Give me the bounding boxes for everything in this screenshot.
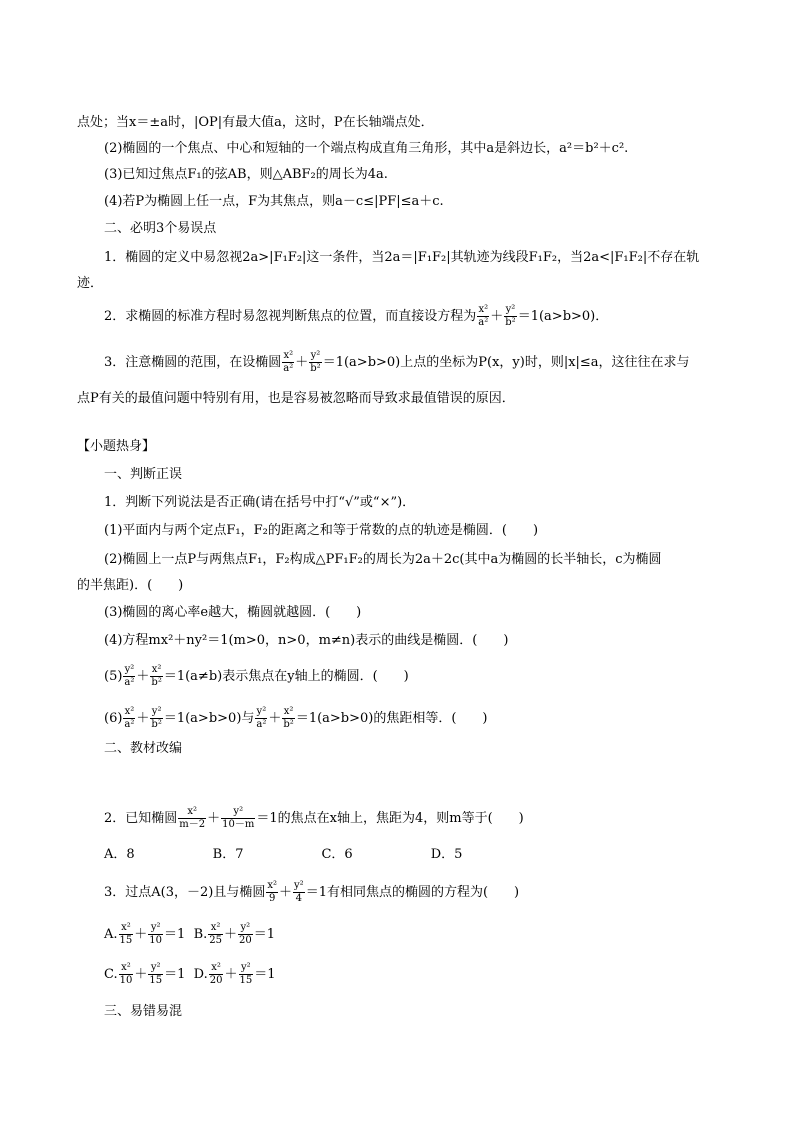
plus-sign: ＋ (224, 967, 238, 982)
question-item (104, 664, 409, 689)
numerator: x² (124, 706, 135, 717)
text-span: ＝1(a>b>0)与 (163, 711, 255, 726)
denominator: 20 (209, 975, 223, 986)
numerator: y² (148, 922, 163, 935)
denominator: b² (283, 719, 294, 730)
option-label: B. (193, 927, 208, 942)
denominator: 4 (295, 893, 303, 904)
numerator: y² (310, 350, 321, 361)
text-span: ＝1(a>b>0)的焦距相等．( ) (295, 711, 488, 726)
fraction (148, 962, 163, 987)
denominator: 10 (119, 975, 133, 986)
denominator: m－2 (179, 819, 206, 830)
denominator: a² (124, 719, 135, 730)
denominator: 15 (119, 935, 133, 946)
answer-options (104, 922, 275, 947)
section-title: 【小题热身】 (77, 439, 156, 454)
numerator: y² (256, 706, 267, 717)
answer-options (104, 962, 276, 987)
plus-sign: ＋ (134, 927, 148, 942)
numerator: x² (119, 962, 134, 975)
plus-sign: ＋ (279, 885, 293, 900)
numerator: y² (148, 962, 163, 975)
plus-sign: ＋ (136, 711, 150, 726)
numerator: x² (151, 664, 162, 675)
option-a (104, 922, 185, 947)
fraction (209, 962, 224, 987)
text-line: 迹． (77, 276, 104, 291)
text-line-with-formula (104, 304, 608, 329)
question-item: (3)椭圆的离心率e越大，椭圆就越圆．( ) (104, 605, 362, 620)
fraction (282, 706, 294, 731)
numerator: x² (209, 962, 224, 975)
numerator: y² (151, 706, 162, 717)
fraction (238, 922, 253, 947)
plus-sign: ＋ (134, 967, 148, 982)
option-d (194, 962, 276, 987)
text-span: ＝1(a>b>0)． (517, 309, 609, 324)
plus-sign: ＋ (490, 309, 504, 324)
text-span: ＝1 (164, 927, 186, 942)
text-line: (4)若P为椭圆上任一点，F为其焦点，则a－c≤|PF|≤a＋c. (104, 194, 444, 209)
numerator: y² (221, 806, 255, 819)
numerator: y² (238, 922, 253, 935)
text-span: (5) (104, 669, 123, 684)
plus-sign: ＋ (295, 355, 309, 370)
denominator: a² (124, 677, 135, 688)
text-line: (2)椭圆的一个焦点、中心和短轴的一个端点构成直角三角形，其中a是斜边长，a²＝b²＋c². (104, 141, 629, 156)
denominator: b² (310, 363, 321, 374)
denominator: b² (151, 677, 162, 688)
fraction (239, 962, 254, 987)
fraction (150, 706, 162, 731)
numerator: x² (178, 806, 206, 819)
numerator: x² (283, 706, 294, 717)
text-span: ＝1有相同焦点的椭圆的方程为( ) (305, 885, 520, 900)
denominator: b² (151, 719, 162, 730)
section-heading: 二、教材改编 (104, 741, 183, 756)
option-label: A. (104, 927, 118, 942)
fraction (119, 962, 134, 987)
fraction (293, 880, 305, 905)
text-line-with-formula (104, 350, 690, 375)
fraction (123, 664, 135, 689)
fraction (309, 350, 321, 375)
denominator: 20 (239, 935, 252, 946)
fraction (504, 304, 516, 329)
fraction (255, 706, 267, 731)
question-item: (1)平面内与两个定点F₁，F₂的距离之和等于常数的点的轨迹是椭圆．( ) (104, 523, 539, 538)
fraction (266, 880, 278, 905)
question: 1．判断下列说法是否正确(请在括号中打“√”或“×”)． (104, 495, 416, 510)
fraction (150, 664, 162, 689)
text-span: 2．已知椭圆 (104, 811, 178, 826)
denominator: a² (478, 317, 489, 328)
answer-options: A．8 B．7 C．6 D．5 (104, 847, 463, 862)
text-line: 点P有关的最值问题中特别有用，也是容易被忽略而导致求最值错误的原因． (77, 391, 515, 406)
numerator: x² (119, 922, 134, 935)
numerator: y² (124, 664, 135, 675)
text-line: 1．椭圆的定义中易忽视2a>|F₁F₂|这一条件，当2a＝|F₁F₂|其轨迹为线段F₁F₂，当2a<|F₁F₂|不存在轨 (104, 250, 700, 265)
denominator: 15 (239, 975, 253, 986)
plus-sign: ＋ (136, 669, 150, 684)
option-label: D. (193, 967, 208, 982)
fraction (477, 304, 489, 329)
numerator: x² (283, 350, 294, 361)
text-line: 点处；当x＝±a时，|OP|有最大值a，这时，P在长轴端点处． (77, 115, 434, 130)
section-heading: 三、易错易混 (104, 1004, 183, 1019)
text-span: ＝1(a>b>0)上点的坐标为P(x，y)时，则|x|≤a，这往往在求与 (322, 355, 690, 370)
numerator: y² (294, 880, 304, 891)
text-span: 3．过点A(3，－2)且与椭圆 (104, 885, 266, 900)
numerator: x² (267, 880, 278, 891)
denominator: 15 (149, 975, 163, 986)
plus-sign: ＋ (207, 811, 221, 826)
question-item: (2)椭圆上一点P与两焦点F₁，F₂构成△PF₁F₂的周长为2a＋2c(其中a为椭圆的长半轴长，c为椭圆 (104, 552, 662, 567)
question-item (104, 706, 488, 731)
text-span: ＝1的焦点在x轴上，焦距为4，则m等于( ) (256, 811, 524, 826)
text-span: 2．求椭圆的标准方程时易忽视判断焦点的位置，而直接设方程为 (104, 309, 477, 324)
text-span: 3．注意椭圆的范围，在设椭圆 (104, 355, 282, 370)
denominator: 10 (149, 935, 163, 946)
fraction (123, 706, 135, 731)
fraction (148, 922, 163, 947)
denominator: 25 (209, 935, 222, 946)
text-span: ＝1 (164, 967, 186, 982)
denominator: a² (283, 363, 294, 374)
plus-sign: ＋ (268, 711, 282, 726)
text-span: ＝1 (253, 927, 276, 942)
question (104, 880, 519, 905)
option-b (194, 922, 275, 947)
fraction (178, 806, 206, 831)
question-item: 的半焦距)．( ) (77, 578, 184, 593)
section-heading: 一、判断正误 (104, 467, 183, 482)
denominator: 9 (269, 893, 276, 904)
question (104, 806, 524, 831)
text-line: (3)已知过焦点F₁的弦AB，则△ABF₂的周长为4a. (104, 167, 388, 182)
numerator: x² (208, 922, 223, 935)
option-c (104, 962, 185, 987)
fraction (282, 350, 294, 375)
denominator: 10－m (222, 819, 255, 830)
numerator: x² (478, 304, 489, 315)
plus-sign: ＋ (223, 927, 237, 942)
fraction (221, 806, 255, 831)
numerator: y² (239, 962, 254, 975)
text-span: ＝1(a≠b)表示焦点在y轴上的椭圆．( ) (163, 669, 409, 684)
option-label: C. (104, 967, 118, 982)
fraction (208, 922, 223, 947)
denominator: a² (256, 719, 267, 730)
fraction (119, 922, 134, 947)
numerator: y² (505, 304, 516, 315)
question-item: (4)方程mx²＋ny²＝1(m>0，n>0，m≠n)表示的曲线是椭圆．( ) (104, 633, 509, 648)
section-heading: 二、必明3个易误点 (104, 221, 217, 236)
denominator: b² (505, 317, 516, 328)
text-span: (6) (104, 711, 123, 726)
text-span: ＝1 (254, 967, 276, 982)
